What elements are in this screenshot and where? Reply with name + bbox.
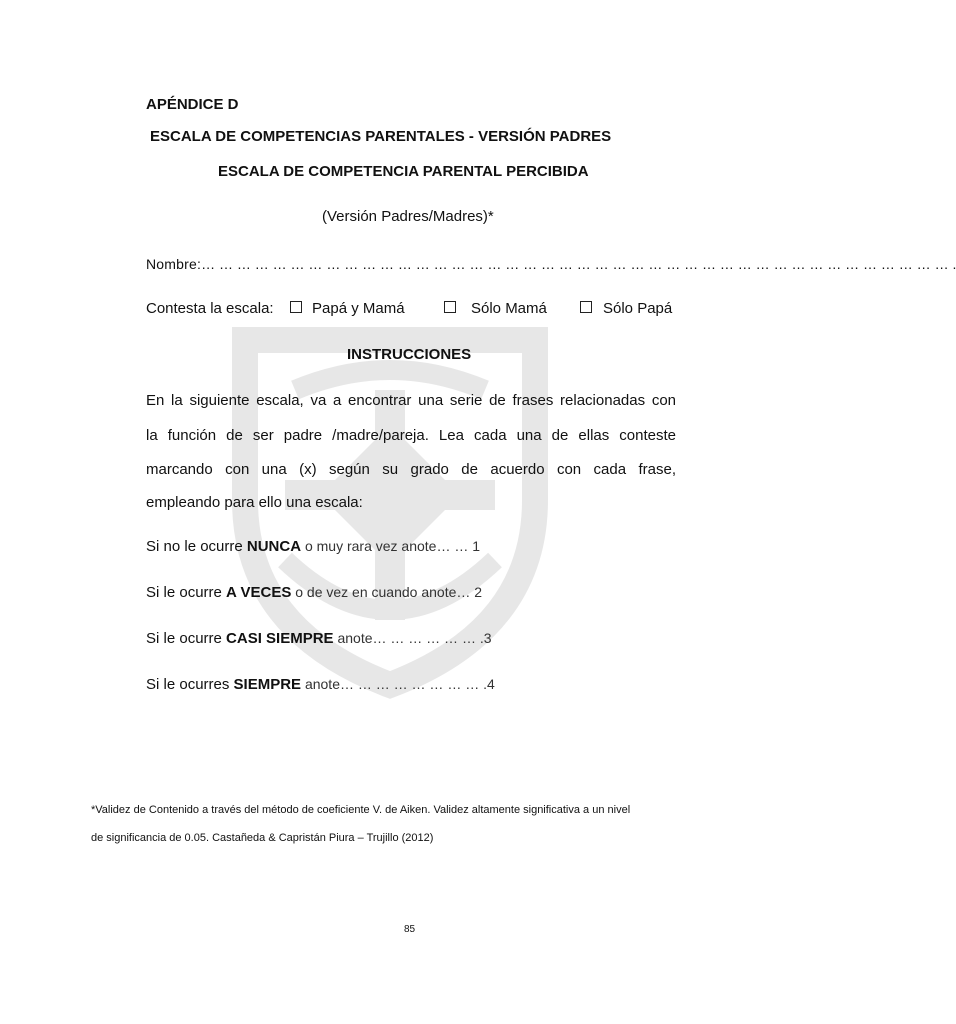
option-solo-papa: Sólo Papá xyxy=(603,300,673,317)
scale-item-suffix: o de vez en cuando anote… 2 xyxy=(291,584,483,600)
instructions-heading: INSTRUCCIONES xyxy=(347,346,472,363)
scale-item-prefix: Si le ocurre xyxy=(146,630,227,647)
scale-item-emphasis: SIEMPRE xyxy=(233,676,302,693)
appendix-heading: APÉNDICE D xyxy=(146,96,239,113)
instructions-line-2: la función de ser padre /madre/pareja. Lea cada una de ellas conteste xyxy=(146,427,676,444)
scale-item-prefix: Si no le ocurre xyxy=(146,538,247,555)
scale-item-prefix: Si le ocurres xyxy=(146,676,234,693)
checkbox-papa-y-mama[interactable] xyxy=(290,301,302,313)
scale-item-emphasis: A VECES xyxy=(226,584,292,601)
scale-item-casi-siempre xyxy=(146,630,492,647)
footnote-line-1: *Validez de Contenido a través del método de coeficiente V. de Aiken. Validez altamente significativa a un nivel xyxy=(91,804,631,816)
checkbox-solo-mama[interactable] xyxy=(444,301,456,313)
scale-item-emphasis: NUNCA xyxy=(246,538,302,555)
instructions-line-3: marcando con una (x) según su grado de acuerdo con cada frase, xyxy=(146,461,676,478)
instructions-line-4: empleando para ello una escala: xyxy=(146,494,363,511)
version-subtitle: (Versión Padres/Madres)* xyxy=(322,208,494,225)
instructions-line-1: En la siguiente escala, va a encontrar una serie de frases relacionadas con xyxy=(146,392,676,409)
checkbox-solo-papa[interactable] xyxy=(580,301,592,313)
name-label: Nombre: xyxy=(146,256,202,272)
respondent-label: Contesta la escala: xyxy=(146,300,274,317)
scale-item-prefix: Si le ocurre xyxy=(146,584,227,601)
footnote-line-2: de significancia de 0.05. Castañeda & Capristán Piura – Trujillo (2012) xyxy=(91,832,434,844)
name-field-line xyxy=(146,256,956,272)
scale-item-suffix: anote… … … … … … … … .4 xyxy=(301,676,495,692)
scale-item-nunca xyxy=(146,538,480,555)
scale-item-suffix: o muy rara vez anote… … 1 xyxy=(301,538,481,554)
scale-item-a-veces xyxy=(146,584,482,601)
page-number: 85 xyxy=(404,924,416,935)
document-subtitle-title: ESCALA DE COMPETENCIA PARENTAL PERCIBIDA xyxy=(218,163,589,180)
option-solo-mama: Sólo Mamá xyxy=(471,300,547,317)
option-papa-y-mama: Papá y Mamá xyxy=(312,300,405,317)
scale-item-suffix: anote… … … … … … .3 xyxy=(333,630,492,646)
document-title: ESCALA DE COMPETENCIAS PARENTALES - VERSIÓN PADRES xyxy=(150,128,612,145)
scale-item-siempre xyxy=(146,676,495,693)
name-fill-dots: … … … … … … … … … … … … … … … … … … … … … … … … … … … … … … … … … … … … … … … … … … . xyxy=(201,256,956,272)
scale-item-emphasis: CASI SIEMPRE xyxy=(226,630,334,647)
